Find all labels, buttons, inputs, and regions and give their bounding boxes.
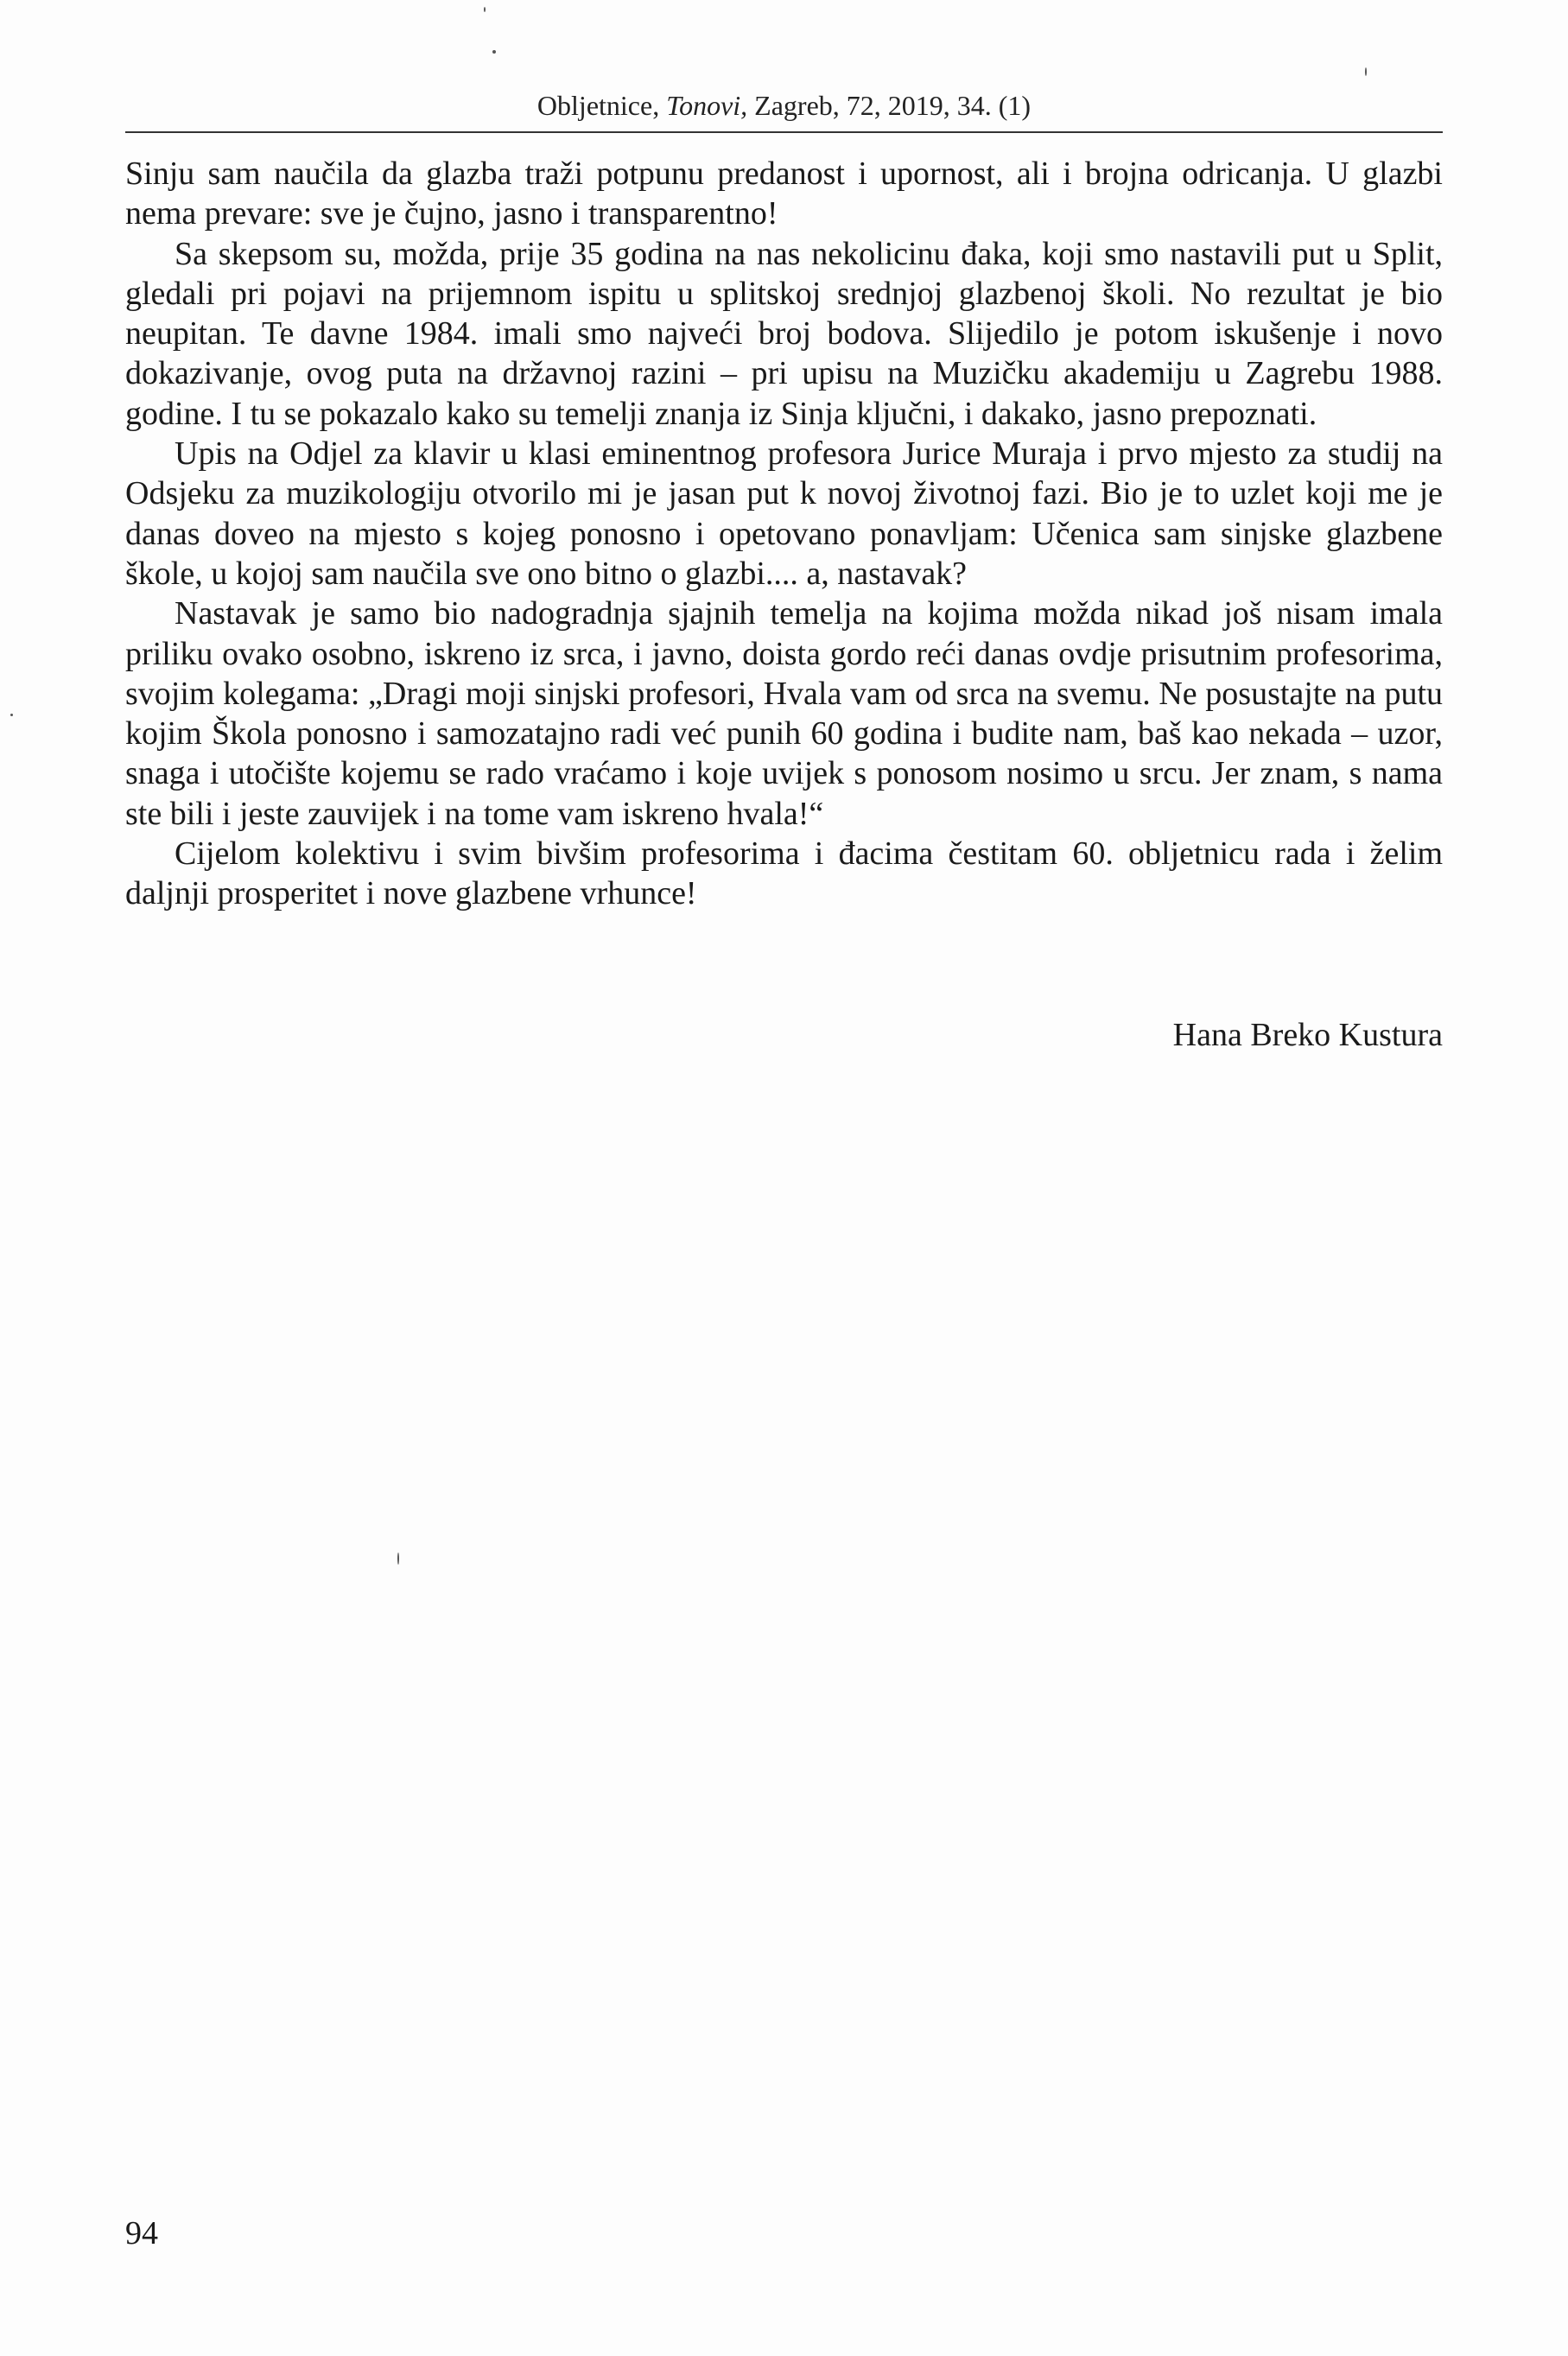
paragraph-4: Nastavak je samo bio nadogradnja sjajnih temelja na kojima možda nikad još nisam imala priliku ovako osobno, iskreno iz srca, i javno, doista gordo reći danas ovdje prisutnim profesorima, svojim kolegama: „Dragi moji sinjski profesori, Hvala vam od srca na svemu. Ne posustajte na putu kojim Škola ponosno i samozatajno radi već punih 60 godina i budite nam, baš kao nekada – uzor, snaga i utočište kojemu se rado vraćamo i koje uvijek s ponosom nosimo u srcu. Jer znam, s nama ste bili i jeste zauvijek i na tome vam iskreno hvala!“ [125, 595, 1443, 832]
page-number: 94 [125, 2215, 158, 2251]
paragraph-3: Upis na Odjel za klavir u klasi eminentnog profesora Jurice Muraja i prvo mjesto za studij na Odsjeku za muzikologiju otvorilo mi je jasan put k novoj životnoj fazi. Bio je to uzlet koji me je danas doveo na mjesto s kojeg ponosno i opetovano ponavljam: Učenica sam sinjske glazbene škole, u kojoj sam naučila sve ono bitno o glazbi.... a, nastavak? [125, 435, 1443, 592]
scan-speck [1365, 67, 1367, 76]
paragraph-1: Sinju sam naučila da glazba traži potpunu predanost i upornost, ali i brojna odricanja. U glazbi nema prevare: sve je čujno, jasno i transparentno! [125, 156, 1443, 232]
author-signature: Hana Breko Kustura [1172, 1017, 1443, 1053]
paragraph-2: Sa skepsom su, možda, prije 35 godina na nas nekolicinu đaka, koji smo nastavili put u Split, gledali pri pojavi na prijemnom ispitu u splitskoj srednjoj glazbenoj školi. No rezultat je bio neupitan. Te davne 1984. imali smo najveći broj bodova. Slijedilo je potom iskušenje i novo dokazivanje, ovog puta na državnoj razini – pri upisu na Muzičku akademiju u Zagrebu 1988. godine. I tu se pokazalo kako su temelji znanja iz Sinja ključni, i dakako, jasno prepoznati. [125, 235, 1443, 432]
article-body [125, 154, 1443, 914]
running-header [125, 88, 1443, 123]
paragraph-5: Cijelom kolektivu i svim bivšim profesorima i đacima čestitam 60. obljetnicu rada i želim daljnji prosperitet i nove glazbene vrhunce! [125, 835, 1443, 912]
scan-speck [10, 714, 13, 716]
header-rule [125, 131, 1443, 133]
scan-speck [397, 1553, 399, 1565]
scan-speck [484, 7, 486, 12]
journal-name: Tonovi, [666, 90, 748, 121]
header-prefix: Obljetnice, [536, 90, 660, 121]
scan-speck [492, 50, 496, 54]
header-citation: Zagreb, 72, 2019, 34. (1) [754, 90, 1032, 121]
